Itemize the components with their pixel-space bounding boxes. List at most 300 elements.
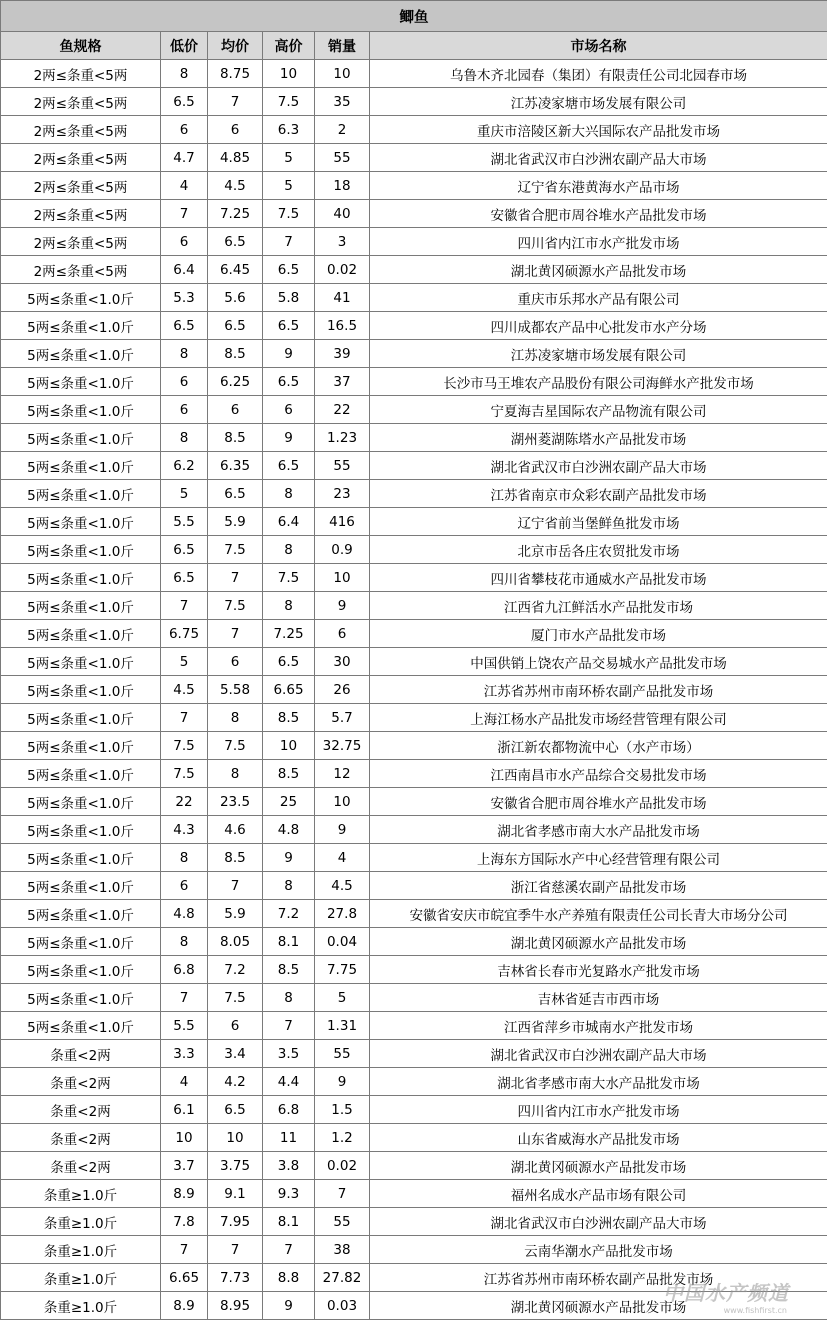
cell-spec: 5两≤条重<1.0斤: [1, 284, 161, 312]
cell-spec: 5两≤条重<1.0斤: [1, 620, 161, 648]
cell-high: 11: [263, 1124, 315, 1152]
table-row: [1, 872, 827, 900]
cell-avg: 7.2: [208, 956, 263, 984]
cell-market: 安徽省合肥市周谷堆水产品批发市场: [370, 788, 827, 816]
table-row: [1, 788, 827, 816]
cell-avg: 5.9: [208, 508, 263, 536]
cell-spec: 5两≤条重<1.0斤: [1, 732, 161, 760]
cell-avg: 7: [208, 1236, 263, 1264]
cell-volume: 5.7: [315, 704, 370, 732]
cell-low: 6: [161, 396, 208, 424]
cell-avg: 6.5: [208, 480, 263, 508]
cell-avg: 8.5: [208, 844, 263, 872]
cell-market: 四川省攀枝花市通威水产品批发市场: [370, 564, 827, 592]
cell-market: 湖北省武汉市白沙洲农副产品大市场: [370, 1040, 827, 1068]
cell-volume: 0.02: [315, 1152, 370, 1180]
cell-avg: 4.6: [208, 816, 263, 844]
cell-market: 重庆市乐邦水产品有限公司: [370, 284, 827, 312]
cell-volume: 4: [315, 844, 370, 872]
cell-low: 5.5: [161, 508, 208, 536]
table-title: 鲫鱼: [1, 1, 827, 32]
table-row: [1, 480, 827, 508]
cell-spec: 2两≤条重<5两: [1, 144, 161, 172]
cell-market: 湖北省孝感市南大水产品批发市场: [370, 1068, 827, 1096]
cell-market: 安徽省合肥市周谷堆水产品批发市场: [370, 200, 827, 228]
cell-high: 9: [263, 340, 315, 368]
table-row: [1, 116, 827, 144]
cell-avg: 8.5: [208, 340, 263, 368]
cell-volume: 9: [315, 592, 370, 620]
cell-market: 中国供销上饶农产品交易城水产品批发市场: [370, 648, 827, 676]
table-row: [1, 704, 827, 732]
cell-avg: 8.95: [208, 1292, 263, 1320]
cell-avg: 8.75: [208, 60, 263, 88]
cell-volume: 0.03: [315, 1292, 370, 1320]
cell-high: 6: [263, 396, 315, 424]
cell-spec: 条重<2两: [1, 1040, 161, 1068]
cell-low: 8: [161, 60, 208, 88]
cell-low: 6.65: [161, 1264, 208, 1292]
cell-volume: 0.9: [315, 536, 370, 564]
cell-market: 吉林省长春市光复路水产批发市场: [370, 956, 827, 984]
cell-low: 10: [161, 1124, 208, 1152]
cell-volume: 39: [315, 340, 370, 368]
cell-high: 6.5: [263, 256, 315, 284]
cell-avg: 8.5: [208, 424, 263, 452]
cell-spec: 5两≤条重<1.0斤: [1, 424, 161, 452]
cell-high: 6.5: [263, 452, 315, 480]
table-row: [1, 1124, 827, 1152]
cell-spec: 2两≤条重<5两: [1, 200, 161, 228]
cell-volume: 30: [315, 648, 370, 676]
cell-high: 8.5: [263, 704, 315, 732]
cell-market: 湖北黄冈硕源水产品批发市场: [370, 928, 827, 956]
cell-spec: 条重<2两: [1, 1068, 161, 1096]
table-row: [1, 816, 827, 844]
cell-market: 湖北黄冈硕源水产品批发市场: [370, 1292, 827, 1320]
cell-market: 浙江省慈溪农副产品批发市场: [370, 872, 827, 900]
cell-low: 5: [161, 648, 208, 676]
cell-low: 6: [161, 116, 208, 144]
table-row: [1, 144, 827, 172]
cell-high: 8.8: [263, 1264, 315, 1292]
cell-high: 4.4: [263, 1068, 315, 1096]
table-row: [1, 340, 827, 368]
table-row: [1, 368, 827, 396]
watermark-url: www.fishfirst.cn: [724, 1306, 787, 1315]
header-low: 低价: [161, 32, 208, 60]
cell-spec: 条重<2两: [1, 1096, 161, 1124]
cell-low: 4.5: [161, 676, 208, 704]
cell-market: 湖北省武汉市白沙洲农副产品大市场: [370, 1208, 827, 1236]
cell-volume: 9: [315, 816, 370, 844]
table-row: [1, 284, 827, 312]
cell-market: 山东省威海水产品批发市场: [370, 1124, 827, 1152]
cell-low: 3.7: [161, 1152, 208, 1180]
table-row: [1, 88, 827, 116]
cell-spec: 5两≤条重<1.0斤: [1, 956, 161, 984]
cell-market: 辽宁省前当堡鲜鱼批发市场: [370, 508, 827, 536]
cell-volume: 23: [315, 480, 370, 508]
cell-high: 6.65: [263, 676, 315, 704]
cell-spec: 2两≤条重<5两: [1, 172, 161, 200]
cell-avg: 4.2: [208, 1068, 263, 1096]
table-row: [1, 200, 827, 228]
cell-avg: 4.85: [208, 144, 263, 172]
cell-market: 宁夏海吉星国际农产品物流有限公司: [370, 396, 827, 424]
table-row: [1, 256, 827, 284]
table-row: [1, 60, 827, 88]
cell-market: 吉林省延吉市西市场: [370, 984, 827, 1012]
cell-low: 6.5: [161, 88, 208, 116]
cell-avg: 23.5: [208, 788, 263, 816]
cell-low: 5.3: [161, 284, 208, 312]
cell-avg: 9.1: [208, 1180, 263, 1208]
cell-low: 8.9: [161, 1180, 208, 1208]
cell-low: 8: [161, 424, 208, 452]
table-row: [1, 620, 827, 648]
cell-volume: 16.5: [315, 312, 370, 340]
cell-spec: 条重<2两: [1, 1152, 161, 1180]
cell-high: 7: [263, 1012, 315, 1040]
cell-volume: 0.02: [315, 256, 370, 284]
cell-volume: 18: [315, 172, 370, 200]
cell-market: 福州名成水产品市场有限公司: [370, 1180, 827, 1208]
cell-market: 江西省九江鲜活水产品批发市场: [370, 592, 827, 620]
header-market: 市场名称: [370, 32, 827, 60]
cell-avg: 7.73: [208, 1264, 263, 1292]
cell-high: 6.5: [263, 368, 315, 396]
cell-high: 7.25: [263, 620, 315, 648]
cell-spec: 条重≥1.0斤: [1, 1208, 161, 1236]
cell-low: 4.7: [161, 144, 208, 172]
cell-avg: 7.5: [208, 732, 263, 760]
cell-spec: 5两≤条重<1.0斤: [1, 816, 161, 844]
cell-avg: 10: [208, 1124, 263, 1152]
cell-market: 云南华潮水产品批发市场: [370, 1236, 827, 1264]
cell-low: 4.3: [161, 816, 208, 844]
cell-volume: 1.31: [315, 1012, 370, 1040]
table-row: [1, 676, 827, 704]
cell-market: 江苏凌家塘市场发展有限公司: [370, 88, 827, 116]
cell-market: 重庆市涪陵区新大兴国际农产品批发市场: [370, 116, 827, 144]
cell-avg: 6: [208, 1012, 263, 1040]
cell-spec: 5两≤条重<1.0斤: [1, 872, 161, 900]
cell-volume: 0.04: [315, 928, 370, 956]
cell-market: 北京市岳各庄农贸批发市场: [370, 536, 827, 564]
cell-spec: 5两≤条重<1.0斤: [1, 340, 161, 368]
cell-volume: 27.8: [315, 900, 370, 928]
cell-avg: 7: [208, 872, 263, 900]
cell-avg: 8: [208, 760, 263, 788]
cell-avg: 7.5: [208, 536, 263, 564]
cell-high: 8.5: [263, 956, 315, 984]
cell-spec: 2两≤条重<5两: [1, 88, 161, 116]
cell-volume: 10: [315, 564, 370, 592]
cell-high: 3.5: [263, 1040, 315, 1068]
cell-volume: 2: [315, 116, 370, 144]
cell-low: 4: [161, 1068, 208, 1096]
cell-market: 四川省内江市水产批发市场: [370, 228, 827, 256]
cell-high: 5: [263, 172, 315, 200]
table-row: [1, 900, 827, 928]
cell-market: 江西南昌市水产品综合交易批发市场: [370, 760, 827, 788]
cell-high: 9: [263, 844, 315, 872]
table-row: [1, 452, 827, 480]
cell-spec: 5两≤条重<1.0斤: [1, 928, 161, 956]
table-title-row: [1, 1, 827, 32]
cell-avg: 7: [208, 564, 263, 592]
cell-market: 湖北省武汉市白沙洲农副产品大市场: [370, 144, 827, 172]
cell-avg: 7.95: [208, 1208, 263, 1236]
cell-avg: 7.5: [208, 592, 263, 620]
cell-spec: 5两≤条重<1.0斤: [1, 676, 161, 704]
cell-volume: 26: [315, 676, 370, 704]
cell-low: 22: [161, 788, 208, 816]
cell-low: 8: [161, 928, 208, 956]
cell-avg: 6.5: [208, 312, 263, 340]
cell-low: 7: [161, 704, 208, 732]
cell-high: 6.5: [263, 312, 315, 340]
table-row: [1, 1152, 827, 1180]
cell-volume: 12: [315, 760, 370, 788]
cell-volume: 10: [315, 60, 370, 88]
cell-high: 3.8: [263, 1152, 315, 1180]
table-row: [1, 1096, 827, 1124]
cell-spec: 5两≤条重<1.0斤: [1, 536, 161, 564]
cell-avg: 7.5: [208, 984, 263, 1012]
cell-low: 6.5: [161, 564, 208, 592]
cell-avg: 3.75: [208, 1152, 263, 1180]
cell-low: 8: [161, 844, 208, 872]
cell-market: 辽宁省东港黄海水产品市场: [370, 172, 827, 200]
cell-low: 6.5: [161, 312, 208, 340]
cell-spec: 5两≤条重<1.0斤: [1, 564, 161, 592]
cell-spec: 2两≤条重<5两: [1, 228, 161, 256]
cell-spec: 5两≤条重<1.0斤: [1, 760, 161, 788]
cell-high: 8.1: [263, 1208, 315, 1236]
cell-avg: 6: [208, 116, 263, 144]
cell-high: 9.3: [263, 1180, 315, 1208]
cell-low: 5: [161, 480, 208, 508]
cell-spec: 5两≤条重<1.0斤: [1, 844, 161, 872]
cell-high: 8: [263, 872, 315, 900]
cell-spec: 条重≥1.0斤: [1, 1180, 161, 1208]
cell-avg: 6.35: [208, 452, 263, 480]
cell-low: 8.9: [161, 1292, 208, 1320]
cell-spec: 2两≤条重<5两: [1, 116, 161, 144]
table-row: [1, 228, 827, 256]
cell-high: 4.8: [263, 816, 315, 844]
cell-avg: 7: [208, 620, 263, 648]
cell-market: 江苏省苏州市南环桥农副产品批发市场: [370, 1264, 827, 1292]
cell-avg: 7.25: [208, 200, 263, 228]
cell-high: 7.5: [263, 564, 315, 592]
table-row: [1, 396, 827, 424]
cell-volume: 37: [315, 368, 370, 396]
cell-avg: 6: [208, 396, 263, 424]
cell-avg: 6.25: [208, 368, 263, 396]
cell-low: 6: [161, 228, 208, 256]
cell-volume: 1.2: [315, 1124, 370, 1152]
cell-market: 江苏省南京市众彩农副产品批发市场: [370, 480, 827, 508]
cell-volume: 41: [315, 284, 370, 312]
cell-market: 安徽省安庆市皖宜季牛水产养殖有限责任公司长青大市场分公司: [370, 900, 827, 928]
cell-volume: 10: [315, 788, 370, 816]
cell-volume: 5: [315, 984, 370, 1012]
cell-high: 9: [263, 1292, 315, 1320]
cell-high: 7: [263, 228, 315, 256]
cell-high: 10: [263, 60, 315, 88]
cell-low: 7: [161, 592, 208, 620]
cell-low: 3.3: [161, 1040, 208, 1068]
table-header-row: [1, 32, 827, 60]
cell-spec: 2两≤条重<5两: [1, 256, 161, 284]
cell-volume: 55: [315, 1040, 370, 1068]
cell-low: 4.8: [161, 900, 208, 928]
table-body: [1, 60, 827, 1320]
cell-low: 7.8: [161, 1208, 208, 1236]
cell-volume: 4.5: [315, 872, 370, 900]
cell-avg: 8: [208, 704, 263, 732]
cell-high: 8.5: [263, 760, 315, 788]
cell-volume: 55: [315, 452, 370, 480]
table-row: [1, 536, 827, 564]
cell-high: 6.8: [263, 1096, 315, 1124]
cell-volume: 22: [315, 396, 370, 424]
cell-high: 7.5: [263, 88, 315, 116]
table-row: [1, 732, 827, 760]
cell-high: 7: [263, 1236, 315, 1264]
cell-volume: 1.5: [315, 1096, 370, 1124]
cell-volume: 1.23: [315, 424, 370, 452]
cell-low: 6: [161, 368, 208, 396]
table-row: [1, 1068, 827, 1096]
cell-volume: 55: [315, 1208, 370, 1236]
cell-volume: 6: [315, 620, 370, 648]
cell-market: 上海东方国际水产中心经营管理有限公司: [370, 844, 827, 872]
table-row: [1, 592, 827, 620]
cell-low: 7.5: [161, 760, 208, 788]
cell-high: 10: [263, 732, 315, 760]
cell-high: 6.4: [263, 508, 315, 536]
cell-spec: 5两≤条重<1.0斤: [1, 452, 161, 480]
cell-high: 8: [263, 480, 315, 508]
cell-spec: 2两≤条重<5两: [1, 60, 161, 88]
cell-low: 7: [161, 200, 208, 228]
cell-spec: 5两≤条重<1.0斤: [1, 648, 161, 676]
table-row: [1, 1208, 827, 1236]
cell-volume: 35: [315, 88, 370, 116]
table-row: [1, 1180, 827, 1208]
table-row: [1, 844, 827, 872]
table-row: [1, 508, 827, 536]
table-row: [1, 1012, 827, 1040]
cell-market: 湖北省武汉市白沙洲农副产品大市场: [370, 452, 827, 480]
cell-volume: 40: [315, 200, 370, 228]
cell-spec: 5两≤条重<1.0斤: [1, 592, 161, 620]
cell-high: 9: [263, 424, 315, 452]
cell-market: 浙江新农都物流中心（水产市场）: [370, 732, 827, 760]
cell-high: 8: [263, 592, 315, 620]
watermark-logo: 中国水产频道: [663, 1277, 789, 1306]
table-row: [1, 424, 827, 452]
cell-volume: 416: [315, 508, 370, 536]
cell-market: 湖北黄冈硕源水产品批发市场: [370, 1152, 827, 1180]
header-high: 高价: [263, 32, 315, 60]
header-avg: 均价: [208, 32, 263, 60]
cell-avg: 5.9: [208, 900, 263, 928]
cell-market: 江苏凌家塘市场发展有限公司: [370, 340, 827, 368]
cell-avg: 6.5: [208, 228, 263, 256]
cell-high: 6.5: [263, 648, 315, 676]
cell-avg: 3.4: [208, 1040, 263, 1068]
cell-market: 厦门市水产品批发市场: [370, 620, 827, 648]
cell-spec: 条重≥1.0斤: [1, 1264, 161, 1292]
cell-spec: 5两≤条重<1.0斤: [1, 788, 161, 816]
cell-high: 25: [263, 788, 315, 816]
cell-volume: 3: [315, 228, 370, 256]
cell-market: 四川成都农产品中心批发市水产分场: [370, 312, 827, 340]
cell-avg: 8.05: [208, 928, 263, 956]
cell-spec: 条重≥1.0斤: [1, 1236, 161, 1264]
cell-high: 6.3: [263, 116, 315, 144]
cell-spec: 5两≤条重<1.0斤: [1, 368, 161, 396]
cell-low: 6.1: [161, 1096, 208, 1124]
cell-high: 7.5: [263, 200, 315, 228]
cell-market: 四川省内江市水产批发市场: [370, 1096, 827, 1124]
cell-market: 上海江杨水产品批发市场经营管理有限公司: [370, 704, 827, 732]
cell-market: 湖州菱湖陈塔水产品批发市场: [370, 424, 827, 452]
cell-avg: 6: [208, 648, 263, 676]
cell-low: 6.75: [161, 620, 208, 648]
cell-high: 8: [263, 984, 315, 1012]
table-row: [1, 760, 827, 788]
cell-avg: 5.6: [208, 284, 263, 312]
cell-market: 长沙市马王堆农产品股份有限公司海鲜水产批发市场: [370, 368, 827, 396]
cell-high: 7.2: [263, 900, 315, 928]
cell-low: 7: [161, 984, 208, 1012]
cell-volume: 7.75: [315, 956, 370, 984]
table-row: [1, 648, 827, 676]
table-row: [1, 1236, 827, 1264]
cell-spec: 5两≤条重<1.0斤: [1, 312, 161, 340]
cell-high: 8: [263, 536, 315, 564]
cell-spec: 5两≤条重<1.0斤: [1, 508, 161, 536]
cell-spec: 条重<2两: [1, 1124, 161, 1152]
table-row: [1, 928, 827, 956]
cell-spec: 5两≤条重<1.0斤: [1, 396, 161, 424]
cell-low: 6.2: [161, 452, 208, 480]
table-row: [1, 172, 827, 200]
cell-volume: 7: [315, 1180, 370, 1208]
cell-volume: 55: [315, 144, 370, 172]
cell-spec: 5两≤条重<1.0斤: [1, 900, 161, 928]
cell-market: 湖北省孝感市南大水产品批发市场: [370, 816, 827, 844]
cell-low: 6.8: [161, 956, 208, 984]
cell-market: 江西省萍乡市城南水产批发市场: [370, 1012, 827, 1040]
cell-market: 乌鲁木齐北园春（集团）有限责任公司北园春市场: [370, 60, 827, 88]
cell-low: 5.5: [161, 1012, 208, 1040]
cell-low: 6.5: [161, 536, 208, 564]
header-volume: 销量: [315, 32, 370, 60]
cell-volume: 38: [315, 1236, 370, 1264]
cell-low: 6.4: [161, 256, 208, 284]
cell-avg: 5.58: [208, 676, 263, 704]
cell-spec: 5两≤条重<1.0斤: [1, 480, 161, 508]
cell-avg: 7: [208, 88, 263, 116]
table-row: [1, 564, 827, 592]
